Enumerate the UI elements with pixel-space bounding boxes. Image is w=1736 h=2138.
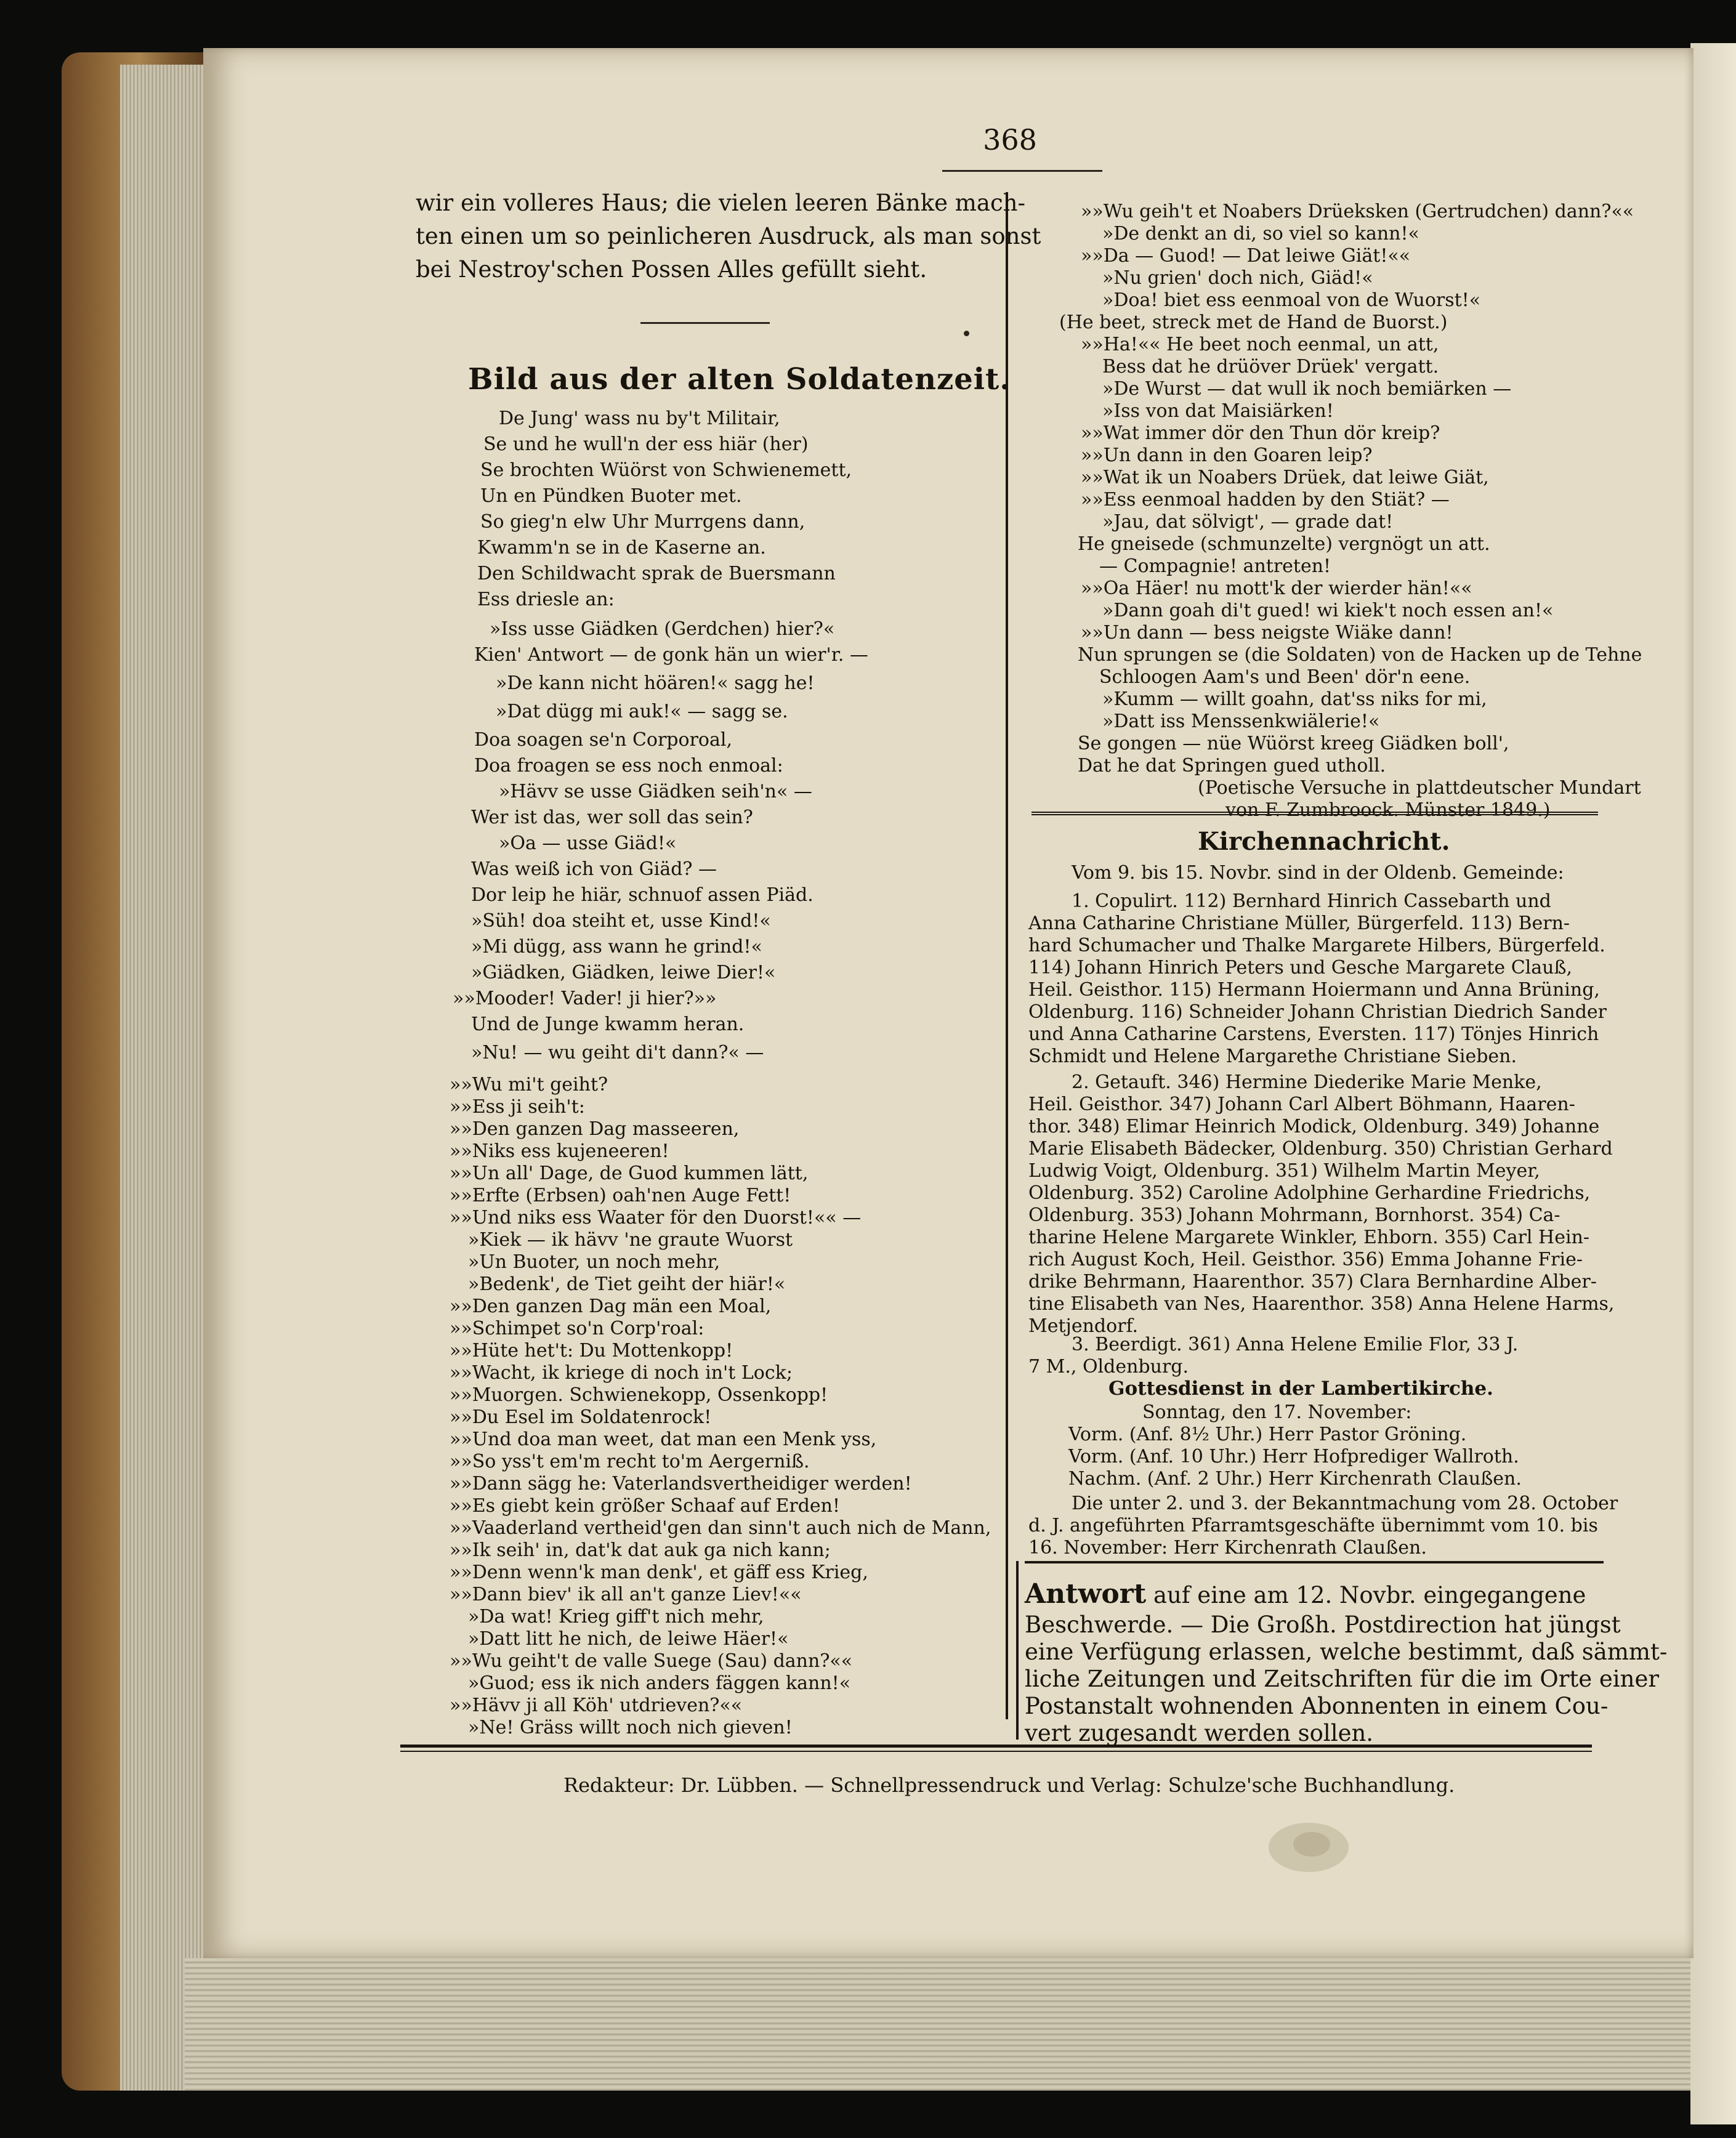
poem-line: »»Ess eenmoal hadden by den Stiät? — xyxy=(1081,489,1450,510)
poem-line: »Nu! — wu geiht di't dann?« — xyxy=(471,1042,764,1063)
church-line: Ludwig Voigt, Oldenburg. 351) Wilhelm Martin Meyer, xyxy=(1028,1160,1540,1182)
poem-line: »»Wu geih't et Noabers Drüeksken (Gertrudchen) dann?«« xyxy=(1081,201,1634,222)
poem-line: »Iss von dat Maisiärken! xyxy=(1102,400,1334,422)
poem-line: »»Dann biev' ik all an't ganze Liev!«« xyxy=(450,1584,802,1605)
paper-stain xyxy=(1293,1832,1330,1857)
poem-line: De Jung' wass nu by't Militair, xyxy=(499,408,780,429)
poem-line: »Jau, dat sölvigt', — grade dat! xyxy=(1102,511,1394,533)
church-line: Oldenburg. 116) Schneider Johann Christian Diedrich Sander xyxy=(1028,1001,1607,1023)
poem-line: — Compagnie! antreten! xyxy=(1099,555,1331,577)
poem-line: »Mi dügg, ass wann he grind!« xyxy=(471,936,762,958)
poem-line: »Datt litt he nich, de leiwe Häer!« xyxy=(468,1628,789,1650)
notice-line: Die unter 2. und 3. der Bekanntmachung vom 28. October xyxy=(1072,1493,1618,1514)
church-news-title: Kirchennachricht. xyxy=(1198,827,1450,856)
poem-line: »»Un dann — bess neigste Wiäke dann! xyxy=(1081,622,1453,643)
poem-line: Dor leip he hiär, schnuof assen Piäd. xyxy=(471,884,813,906)
answer-first-rest: auf eine am 12. Novbr. eingegangene xyxy=(1146,1582,1586,1608)
poem-line: Ess driesle an: xyxy=(477,589,615,610)
poem-line: »»So yss't em'm recht to'm Aergerniß. xyxy=(450,1451,810,1472)
poem-line: »»Wat immer dör den Thun dör kreip? xyxy=(1081,422,1440,444)
poem-title: Bild aus der alten Soldatenzeit. xyxy=(468,362,1011,397)
poem-line: »Nu grien' doch nich, Giäd!« xyxy=(1102,267,1373,289)
service-line: Vorm. (Anf. 8½ Uhr.) Herr Pastor Gröning. xyxy=(1068,1424,1467,1445)
poem-line: Was weiß ich von Giäd? — xyxy=(471,858,717,880)
church-line: Marie Elisabeth Bädecker, Oldenburg. 350) Christian Gerhard xyxy=(1028,1138,1613,1160)
page-number-rule xyxy=(942,170,1102,172)
separator-rule xyxy=(640,322,770,324)
poem-line: »»Hüte het't: Du Mottenkopp! xyxy=(450,1340,733,1361)
poem-line: Se gongen — nüe Wüörst kreeg Giädken boll', xyxy=(1078,733,1509,754)
page-number: 368 xyxy=(983,123,1037,156)
ink-dot xyxy=(964,331,969,336)
poem-line: »»Muorgen. Schwienekopp, Ossenkopp! xyxy=(450,1384,828,1406)
answer-line: eine Verfügung erlassen, welche bestimmt, daß sämmt- xyxy=(1025,1639,1668,1665)
church-line: 3. Beerdigt. 361) Anna Helene Emilie Flor, 33 J. xyxy=(1072,1334,1519,1355)
poem-line: »Dat dügg mi auk!« — sagg se. xyxy=(496,701,788,722)
poem-line: »Ne! Gräss willt noch nich gieven! xyxy=(468,1717,793,1738)
poem-line: »»Un all' Dage, de Guod kummen lätt, xyxy=(450,1163,809,1184)
poem-line: »»Den ganzen Dag masseeren, xyxy=(450,1118,740,1140)
page-edges-left xyxy=(120,65,203,2091)
church-line: Anna Catharine Christiane Müller, Bürgerfeld. 113) Bern- xyxy=(1028,913,1570,934)
column-divider xyxy=(1006,192,1008,1719)
poem-line: »»Niks ess kujeneeren! xyxy=(450,1140,669,1162)
poem-line: »»Und doa man weet, dat man een Menk yss, xyxy=(450,1429,877,1450)
answer-word: Antwort xyxy=(1025,1578,1147,1610)
intro-line: wir ein volleres Haus; die vielen leeren Bänke mach- xyxy=(416,190,1026,216)
answer-first-line xyxy=(1025,1578,1586,1610)
service-line: Vorm. (Anf. 10 Uhr.) Herr Hofprediger Wallroth. xyxy=(1068,1446,1519,1467)
church-line: thor. 348) Elimar Heinrich Modick, Oldenburg. 349) Johanne xyxy=(1028,1116,1600,1137)
poem-line: Den Schildwacht sprak de Buersmann xyxy=(477,563,836,584)
facing-page-edge xyxy=(1690,43,1736,2124)
church-line: 2. Getauft. 346) Hermine Diederike Marie Menke, xyxy=(1072,1071,1542,1093)
poem-source: (Poetische Versuche in plattdeutscher Mundart xyxy=(1198,777,1641,799)
page-edges-bottom xyxy=(185,1958,1706,2091)
poem-source: von F. Zumbroock. Münster 1849.) xyxy=(1225,799,1551,821)
poem-line: Doa soagen se'n Corporoal, xyxy=(474,729,732,751)
poem-line: »Guod; ess ik nich anders fäggen kann!« xyxy=(468,1672,851,1694)
poem-line: Un en Pündken Buoter met. xyxy=(480,485,742,507)
service-line: Sonntag, den 17. November: xyxy=(1142,1402,1412,1423)
poem-line: »»Wat ik un Noabers Drüek, dat leiwe Giät, xyxy=(1081,467,1489,488)
answer-box-side xyxy=(1016,1561,1019,1740)
poem-line: »Giädken, Giädken, leiwe Dier!« xyxy=(471,962,776,983)
poem-line: »Datt iss Menssenkwiälerie!« xyxy=(1102,711,1380,732)
section-separator xyxy=(1032,812,1598,815)
poem-line: »»Und niks ess Waater för den Duorst!«« — xyxy=(450,1207,862,1228)
poem-line: »»Ess ji seih't: xyxy=(450,1096,585,1118)
answer-line: Beschwerde. — Die Großh. Postdirection hat jüngst xyxy=(1025,1612,1621,1638)
church-line: Vom 9. bis 15. Novbr. sind in der Oldenb. Gemeinde: xyxy=(1072,862,1564,884)
poem-line: Kwamm'n se in de Kaserne an. xyxy=(477,537,766,559)
poem-line: »»Wacht, ik kriege di noch in't Lock; xyxy=(450,1362,793,1384)
poem-line: »Hävv se usse Giädken seih'n« — xyxy=(499,781,812,802)
poem-line: Kien' Antwort — de gonk hän un wier'r. — xyxy=(474,644,868,666)
church-line: 7 M., Oldenburg. xyxy=(1028,1356,1189,1378)
poem-line: »»Ik seih' in, dat'k dat auk ga nich kann; xyxy=(450,1539,831,1561)
intro-line: ten einen um so peinlicheren Ausdruck, als man sonst xyxy=(416,223,1041,249)
poem-line: »De kann nicht höären!« sagg he! xyxy=(496,672,815,694)
poem-line: »Kiek — ik hävv 'ne graute Wuorst xyxy=(468,1229,793,1251)
imprint: Redakteur: Dr. Lübben. — Schnellpressendruck und Verlag: Schulze'sche Buchhandlung. xyxy=(563,1773,1455,1797)
poem-line: »»Es giebt kein größer Schaaf auf Erden! xyxy=(450,1495,841,1517)
church-line: tharine Helene Margarete Winkler, Ehborn. 355) Carl Hein- xyxy=(1028,1227,1590,1248)
poem-line: »»Schimpet so'n Corp'roal: xyxy=(450,1318,704,1339)
church-line: drike Behrmann, Haarenthor. 357) Clara Bernhardine Alber- xyxy=(1028,1271,1597,1293)
poem-line: Doa froagen se ess noch enmoal: xyxy=(474,755,783,777)
poem-line: Bess dat he drüöver Drüek' vergatt. xyxy=(1102,356,1439,377)
church-line: Oldenburg. 352) Caroline Adolphine Gerhardine Friedrichs, xyxy=(1028,1182,1591,1204)
poem-line: »Süh! doa steiht et, usse Kind!« xyxy=(471,910,771,932)
poem-line: »Bedenk', de Tiet geiht der hiär!« xyxy=(468,1273,786,1295)
poem-line: Wer ist das, wer soll das sein? xyxy=(471,807,753,828)
notice-line: 16. November: Herr Kirchenrath Claußen. xyxy=(1028,1537,1427,1559)
poem-line: »Oa — usse Giäd!« xyxy=(499,833,677,854)
poem-line: »»Wu mi't geiht? xyxy=(450,1074,608,1095)
footer-rule xyxy=(400,1745,1592,1748)
poem-line: »Doa! biet ess eenmoal von de Wuorst!« xyxy=(1102,289,1481,311)
poem-line: Dat he dat Springen gued utholl. xyxy=(1078,755,1386,777)
poem-line: »»Da — Guod! — Dat leiwe Giät!«« xyxy=(1081,245,1411,267)
notice-line: d. J. angeführten Pfarramtsgeschäfte übernimmt vom 10. bis xyxy=(1028,1515,1598,1536)
footer-rule-thin xyxy=(400,1751,1592,1752)
poem-line: »»Un dann in den Goaren leip? xyxy=(1081,445,1373,466)
service-title: Gottesdienst in der Lambertikirche. xyxy=(1108,1378,1493,1400)
poem-line: »De Wurst — dat wull ik noch bemiärken — xyxy=(1102,378,1512,400)
poem-line: Schloogen Aam's und Been' dör'n eene. xyxy=(1099,666,1471,688)
poem-line: »»Denn wenn'k man denk', et gäff ess Krieg, xyxy=(450,1562,868,1583)
church-line: Heil. Geisthor. 347) Johann Carl Albert Böhmann, Haaren- xyxy=(1028,1094,1575,1115)
answer-line: Postanstalt wohnenden Abonnenten in einem Cou- xyxy=(1025,1693,1609,1719)
poem-line: Se brochten Wüörst von Schwienemett, xyxy=(480,459,852,481)
church-line: Oldenburg. 353) Johann Mohrmann, Bornhorst. 354) Ca- xyxy=(1028,1204,1560,1226)
answer-line: liche Zeitungen und Zeitschriften für die im Orte einer xyxy=(1025,1666,1660,1692)
church-line: Metjendorf. xyxy=(1028,1315,1139,1337)
church-line: Heil. Geisthor. 115) Hermann Hoiermann und Anna Brüning, xyxy=(1028,979,1600,1001)
poem-line: »»Ha!«« He beet noch eenmal, un att, xyxy=(1081,334,1439,355)
poem-line: »»Wu geiht't de valle Suege (Sau) dann?«« xyxy=(450,1650,853,1672)
poem-line: Und de Junge kwamm heran. xyxy=(471,1014,745,1035)
poem-line: »»Dann sägg he: Vaterlandsvertheidiger werden! xyxy=(450,1473,912,1495)
poem-line: »»Vaaderland vertheid'gen dan sinn't auch nich de Mann, xyxy=(450,1517,991,1539)
service-line: Nachm. (Anf. 2 Uhr.) Herr Kirchenrath Claußen. xyxy=(1068,1468,1522,1490)
poem-line: »Un Buoter, un noch mehr, xyxy=(468,1251,721,1273)
poem-line: He gneisede (schmunzelte) vergnögt un att. xyxy=(1078,533,1490,555)
poem-line: Nun sprungen se (die Soldaten) von de Hacken up de Tehne xyxy=(1078,644,1642,666)
poem-line: »»Mooder! Vader! ji hier?»» xyxy=(453,988,717,1009)
poem-line: »»Erfte (Erbsen) oah'nen Auge Fett! xyxy=(450,1185,791,1206)
church-line: Schmidt und Helene Margarethe Christiane Sieben. xyxy=(1028,1046,1517,1067)
church-line: tine Elisabeth van Nes, Haarenthor. 358) Anna Helene Harms, xyxy=(1028,1293,1615,1315)
church-line: und Anna Catharine Carstens, Eversten. 117) Tönjes Hinrich xyxy=(1028,1023,1599,1045)
poem-line: »Kumm — willt goahn, dat'ss niks for mi, xyxy=(1102,688,1487,710)
poem-line: »»Du Esel im Soldatenrock! xyxy=(450,1406,712,1428)
church-line: hard Schumacher und Thalke Margarete Hilbers, Bürgerfeld. xyxy=(1028,935,1605,956)
poem-line: »»Oa Häer! nu mott'k der wierder hän!«« xyxy=(1081,578,1472,599)
church-line: rich August Koch, Heil. Geisthor. 356) Emma Johanne Frie- xyxy=(1028,1249,1583,1270)
poem-line: »Iss usse Giädken (Gerdchen) hier?« xyxy=(490,618,835,640)
intro-line: bei Nestroy'schen Possen Alles gefüllt sieht. xyxy=(416,256,927,283)
poem-line: »Da wat! Krieg giff't nich mehr, xyxy=(468,1606,764,1628)
answer-box-rule xyxy=(1025,1561,1604,1563)
poem-line: »»Den ganzen Dag män een Moal, xyxy=(450,1296,772,1317)
answer-line: vert zugesandt werden sollen. xyxy=(1025,1720,1374,1746)
poem-line: »De denkt an di, so viel so kann!« xyxy=(1102,223,1419,244)
poem-line: »Dann goah di't gued! wi kiek't noch essen an!« xyxy=(1102,600,1554,621)
church-line: 114) Johann Hinrich Peters und Gesche Margarete Clauß, xyxy=(1028,957,1573,978)
poem-line: (He beet, streck met de Hand de Buorst.) xyxy=(1059,312,1448,333)
church-line: 1. Copulirt. 112) Bernhard Hinrich Cassebarth und xyxy=(1072,890,1551,912)
poem-line: So gieg'n elw Uhr Murrgens dann, xyxy=(480,511,805,533)
poem-line: Se und he wull'n der ess hiär (her) xyxy=(483,434,809,455)
poem-line: »»Hävv ji all Köh' utdrieven?«« xyxy=(450,1695,743,1716)
